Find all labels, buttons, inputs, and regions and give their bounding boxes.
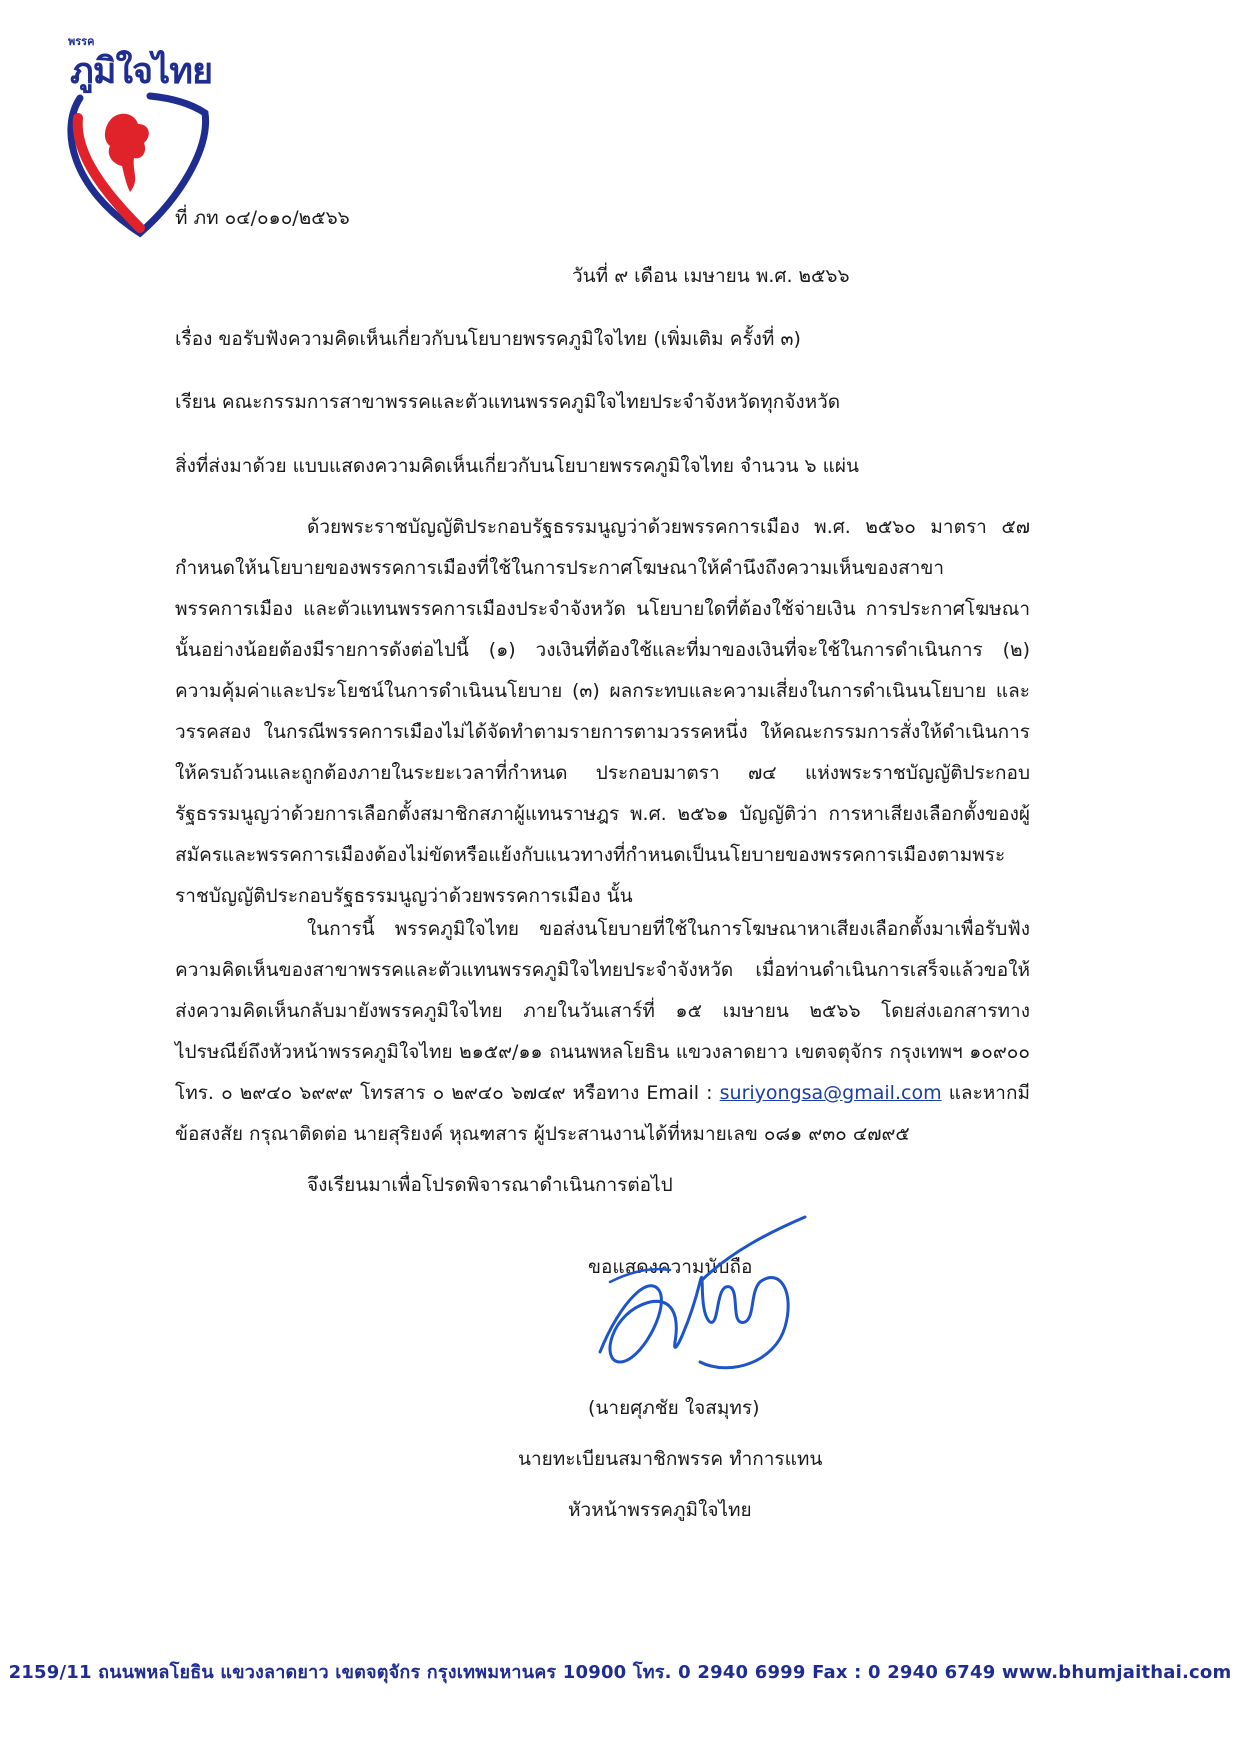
logo-name: ภูมิใจไทย <box>70 51 213 92</box>
recipient-line: เรียน คณะกรรมการสาขาพรรคและตัวแทนพรรคภูมิใจไทยประจำจังหวัดทุกจังหวัด <box>175 391 841 413</box>
paragraph-1-text: ด้วยพระราชบัญญัติประกอบรัฐธรรมนูญว่าด้วยพรรคการเมือง พ.ศ. ๒๕๖๐ มาตรา ๕๗ กำหนดให้นโยบายของพรรคการเมืองที่ใช้ในการประกาศโฆษณาให้คำนึงถึงความเห็นของสาขาพรรคการเมือง และตัวแทนพรรคการเมืองประจำจังหวัด นโยบายใดที่ต้องใช้จ่ายเงิน การประกาศโฆษณานั้นอย่างน้อยต้องมีรายการดังต่อไปนี้ (๑) วงเงินที่ต้องใช้และที่มาของเงินที่จะใช้ในการดำเนินการ (๒) ความคุ้มค่าและประโยชน์ในการดำเนินนโยบาย (๓) ผลกระทบและความเสี่ยงในการดำเนินนโยบาย และวรรคสอง ในกรณีพรรคการเมืองไม่ได้จัดทำตามรายการตามวรรคหนึ่ง ให้คณะกรรมการสั่งให้ดำเนินการให้ครบถ้วนและถูกต้องภายในระยะเวลาที่กำหนด ประกอบมาตรา ๗๔ แห่งพระราชบัญญัติประกอบรัฐธรรมนูญว่าด้วยการเลือกตั้งสมาชิกสภาผู้แทนราษฎร พ.ศ. ๒๕๖๑ บัญญัติว่า การหาเสียงเลือกตั้งของผู้สมัครและพรรคการเมืองต้องไม่ขัดหรือแย้งกับแนวทางที่กำหนดเป็นนโยบายของพรรคการเมืองตามพระราชบัญญัติประกอบรัฐธรรมนูญว่าด้วยพรรคการเมือง นั้น <box>175 516 1030 907</box>
paragraph-2-part-b: และหากมีข้อสงสัย กรุณาติดต่อ นายสุริยงค์ หุณฑสาร ผู้ประสานงานได้ที่หมายเลข ๐๘๑ ๙๓๐ ๔๗๙๕ <box>175 1082 1031 1145</box>
document-date: วันที่ ๙ เดือน เมษายน พ.ศ. ๒๕๖๖ <box>572 265 850 287</box>
handwritten-signature <box>580 1212 820 1382</box>
signer-organization: หัวหน้าพรรคภูมิใจไทย <box>568 1499 752 1521</box>
signer-name: (นายศุภชัย ใจสมุทร) <box>588 1397 760 1419</box>
signer-title: นายทะเบียนสมาชิกพรรค ทำการแทน <box>518 1448 823 1470</box>
document-number: ที่ ภท ๐๔/๐๑๐/๒๕๖๖ <box>175 207 350 229</box>
email-link[interactable]: suriyongsa@gmail.com <box>719 1082 942 1104</box>
paragraph-2-part-a: ในการนี้ พรรคภูมิใจไทย ขอส่งนโยบายที่ใช้ในการโฆษณาหาเสียงเลือกตั้งมาเพื่อรับฟังความคิดเห็นของสาขาพรรคและตัวแทนพรรคภูมิใจไทยประจำจังหวัด เมื่อท่านดำเนินการเสร็จแล้วขอให้ส่งความคิดเห็นกลับมายังพรรคภูมิใจไทย ภายในวันเสาร์ที่ ๑๕ เมษายน ๒๕๖๖ โดยส่งเอกสารทางไปรษณีย์ถึงหัวหน้าพรรคภูมิใจไทย ๒๑๕๙/๑๑ ถนนพหลโยธิน แขวงลาดยาว เขตจตุจักร กรุงเทพฯ ๑๐๙๐๐ โทร. ๐ ๒๙๔๐ ๖๙๙๙ โทรสาร ๐ ๒๙๔๐ ๖๗๔๙ หรือทาง Email : <box>175 918 1030 1104</box>
closing-line: จึงเรียนมาเพื่อโปรดพิจารณาดำเนินการต่อไป <box>307 1174 673 1196</box>
subject-line: เรื่อง ขอรับฟังความคิดเห็นเกี่ยวกับนโยบายพรรคภูมิใจไทย (เพิ่มเติม ครั้งที่ ๓) <box>175 328 801 350</box>
body-paragraph-2 <box>175 909 1030 1155</box>
logo-prefix: พรรค <box>68 35 95 48</box>
regards-line: ขอแสดงความนับถือ <box>588 1256 753 1278</box>
enclosure-line: สิ่งที่ส่งมาด้วย แบบแสดงความคิดเห็นเกี่ยวกับนโยบายพรรคภูมิใจไทย จำนวน ๖ แผ่น <box>175 455 859 477</box>
paragraph-2-text <box>175 909 1030 1155</box>
footer-address: 2159/11 ถนนพหลโยธิน แขวงลาดยาว เขตจตุจักร กรุงเทพมหานคร 10900 โทร. 0 2940 6999 Fax : 0 2940 6749 www.bhumjaithai.com <box>8 1662 1232 1683</box>
body-paragraph-1 <box>175 507 1030 917</box>
